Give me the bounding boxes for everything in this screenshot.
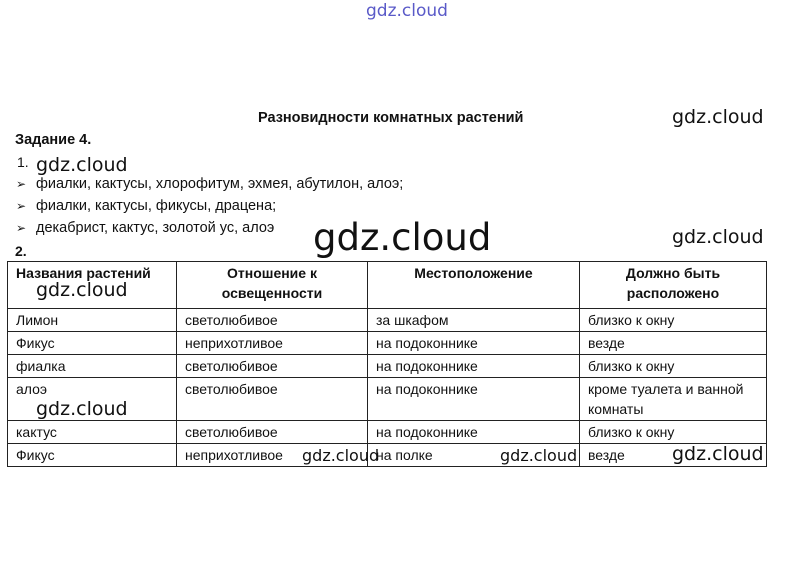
watermark: gdz.cloud [672, 106, 764, 128]
table-cell: на подоконнике [368, 378, 580, 421]
arrow-bullet-icon: ➢ [16, 177, 27, 191]
watermark: gdz.cloud [500, 446, 578, 465]
table-cell: светолюбивое [177, 309, 368, 332]
table-cell: везде [580, 444, 767, 467]
list-item-text: декабрист, кактус, золотой ус, алоэ [36, 220, 275, 236]
watermark: gdz.cloud [366, 1, 448, 21]
table-cell: за шкафом [368, 309, 580, 332]
table-cell: неприхотливое [177, 444, 368, 467]
table-cell: везде [580, 332, 767, 355]
table-cell: Фикус [8, 332, 177, 355]
watermark: gdz.cloud [302, 446, 380, 465]
table-row [8, 355, 767, 378]
table-cell: светолюбивое [177, 421, 368, 444]
table-cell: на полке [368, 444, 580, 467]
part-number: 1. [17, 154, 29, 170]
list-item [16, 220, 274, 236]
table-cell: на подоконнике [368, 355, 580, 378]
table-row [8, 309, 767, 332]
column-header: Местоположение [368, 262, 580, 309]
column-header: Должно быть расположено [580, 262, 767, 309]
table-cell: близко к окну [580, 309, 767, 332]
table-cell: алоэ [8, 378, 177, 421]
part-number: 2. [15, 243, 27, 259]
watermark: gdz.cloud [672, 443, 764, 465]
table-cell: кроме туалета и ванной комнаты [580, 378, 767, 421]
table-cell: на подоконнике [368, 421, 580, 444]
table-cell: близко к окну [580, 421, 767, 444]
list-item-text: фиалки, кактусы, хлорофитум, эхмея, абутилон, алоэ; [36, 176, 404, 192]
table-cell: на подоконнике [368, 332, 580, 355]
list-item [16, 176, 403, 192]
watermark: gdz.cloud [313, 216, 492, 259]
table-cell: неприхотливое [177, 332, 368, 355]
document-title: Разновидности комнатных растений [258, 110, 524, 126]
watermark: gdz.cloud [36, 279, 128, 301]
watermark: gdz.cloud [672, 226, 764, 248]
table-row [8, 421, 767, 444]
arrow-bullet-icon: ➢ [16, 221, 27, 235]
table-cell: близко к окну [580, 355, 767, 378]
watermark: gdz.cloud [36, 398, 128, 420]
table-cell: фиалка [8, 355, 177, 378]
table-cell: Фикус [8, 444, 177, 467]
table-row [8, 444, 767, 467]
table-row [8, 332, 767, 355]
table-cell: Лимон [8, 309, 177, 332]
column-header: Отношение к освещенности [177, 262, 368, 309]
arrow-bullet-icon: ➢ [16, 199, 27, 213]
list-item-text: фиалки, кактусы, фикусы, драцена; [36, 198, 277, 214]
table-cell: кактус [8, 421, 177, 444]
watermark: gdz.cloud [36, 154, 128, 176]
table-cell: светолюбивое [177, 378, 368, 421]
list-item [16, 198, 276, 214]
task-heading: Задание 4. [15, 132, 92, 148]
column-header: Названия растений [8, 262, 177, 309]
table-cell: светолюбивое [177, 355, 368, 378]
